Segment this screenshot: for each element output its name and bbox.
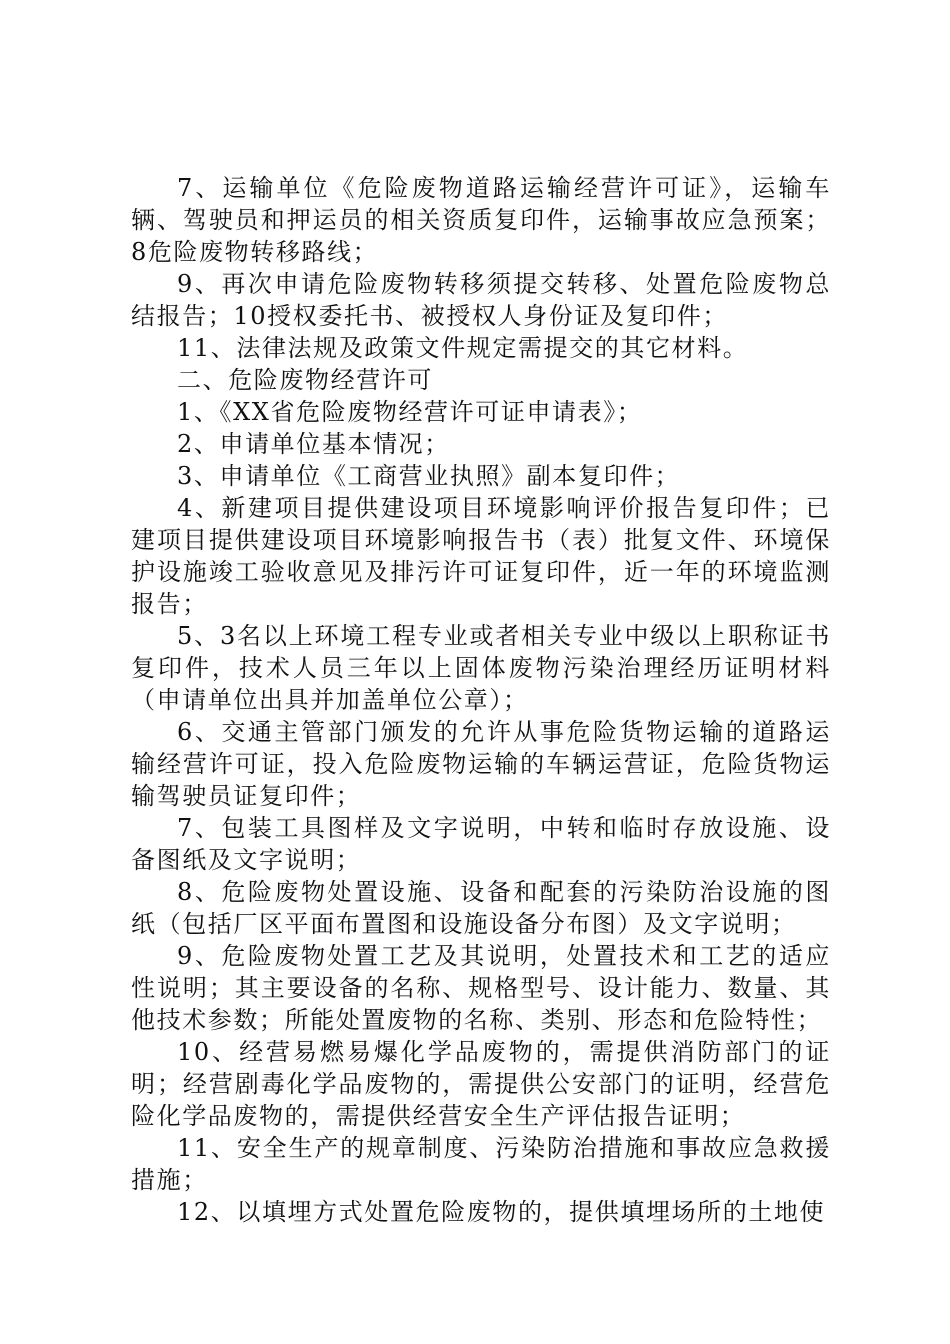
paragraph-transport-unit: 7、运输单位《危险废物道路运输经营许可证》，运输车辆、驾驶员和押运员的相关资质复印件，运输事故应急预案；8危险废物转移路线； (131, 174, 831, 266)
paragraph-item-10: 10、经营易燃易爆化学品废物的，需提供消防部门的证明；经营剧毒化学品废物的，需提供公安部门的证明，经营危险化学品废物的，需提供经营安全生产评估报告证明； (131, 1038, 831, 1130)
paragraph-item-3: 3、申请单位《工商营业执照》副本复印件； (177, 462, 681, 490)
section-heading-business-license: 二、危险废物经营许可 (177, 366, 433, 394)
paragraph-item-11: 11、安全生产的规章制度、污染防治措施和事故应急救援措施； (131, 1134, 831, 1194)
paragraph-item-6: 6、交通主管部门颁发的允许从事危险货物运输的道路运输经营许可证，投入危险废物运输的车辆运营证，危险货物运输驾驶员证复印件； (131, 718, 831, 810)
paragraph-item-4: 4、新建项目提供建设项目环境影响评价报告复印件；已建项目提供建设项目环境影响报告书（表）批复文件、环境保护设施竣工验收意见及排污许可证复印件，近一年的环境监测报告； (131, 494, 831, 618)
paragraph-item-7: 7、包装工具图样及文字说明，中转和临时存放设施、设备图纸及文字说明； (131, 814, 831, 874)
paragraph-reapply-summary: 9、再次申请危险废物转移须提交转移、处置危险废物总结报告；10授权委托书、被授权人身份证及复印件； (131, 270, 831, 330)
document-body (131, 172, 831, 1228)
paragraph-item-1: 1、《XX省危险废物经营许可证申请表》； (177, 398, 643, 426)
paragraph-item-2: 2、申请单位基本情况； (177, 430, 450, 458)
paragraph-item-9: 9、危险废物处置工艺及其说明，处置技术和工艺的适应性说明；其主要设备的名称、规格型号、设计能力、数量、其他技术参数；所能处置废物的名称、类别、形态和危险特性； (131, 942, 831, 1034)
paragraph-item-5: 5、3名以上环境工程专业或者相关专业中级以上职称证书复印件，技术人员三年以上固体废物污染治理经历证明材料（申请单位出具并加盖单位公章）； (131, 622, 831, 714)
paragraph-item-12: 12、以填埋方式处置危险废物的，提供填埋场所的土地使 (177, 1198, 826, 1226)
paragraph-other-materials: 11、法律法规及政策文件规定需提交的其它材料。 (177, 334, 749, 362)
paragraph-item-8: 8、危险废物处置设施、设备和配套的污染防治设施的图纸（包括厂区平面布置图和设施设备分布图）及文字说明； (131, 878, 831, 938)
